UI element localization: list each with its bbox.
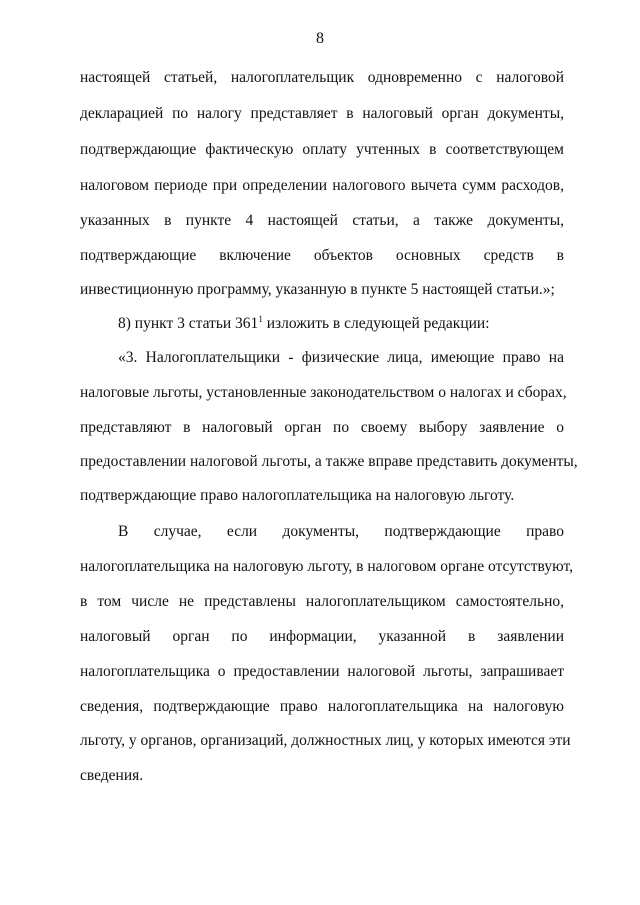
text-line: предоставлении налоговой льготы, а также вправе представить документы, bbox=[80, 453, 578, 470]
page-number: 8 bbox=[316, 30, 324, 47]
text-line: подтверждающие фактическую оплату учтенных в соответствующем bbox=[80, 141, 564, 158]
text-line: налоговом периоде при определении налогового вычета сумм расходов, bbox=[80, 177, 564, 194]
text-line: настоящей статьей, налогоплательщик одновременно с налоговой bbox=[80, 69, 564, 86]
text-line: подтверждающие включение объектов основных средств в bbox=[80, 247, 564, 264]
text-line: указанных в пункте 4 настоящей статьи, а также документы, bbox=[80, 212, 564, 229]
text-line: «3. Налогоплательщики - физические лица, имеющие право на bbox=[118, 349, 564, 366]
text-line: налогоплательщика о предоставлении налоговой льготы, запрашивает bbox=[80, 663, 564, 680]
item-8-text: 8) пункт 3 статьи 361 bbox=[118, 315, 259, 332]
text-line: В случае, если документы, подтверждающие право bbox=[118, 523, 564, 540]
text-line: в том числе не представлены налогоплательщиком самостоятельно, bbox=[80, 593, 564, 610]
superscript: 1 bbox=[258, 313, 263, 324]
text-line: инвестиционную программу, указанную в пункте 5 настоящей статьи.»; bbox=[80, 281, 555, 298]
item-8-text-end: изложить в следующей редакции: bbox=[262, 315, 490, 332]
text-line: декларацией по налогу представляет в налоговый орган документы, bbox=[80, 105, 564, 122]
text-line: сведения, подтверждающие право налогоплательщика на налоговую bbox=[80, 698, 564, 715]
text-line: льготу, у органов, организаций, должностных лиц, у которых имеются эти bbox=[80, 732, 571, 749]
text-line: налоговый орган по информации, указанной в заявлении bbox=[80, 628, 564, 645]
text-line: налоговые льготы, установленные законодательством о налогах и сборах, bbox=[80, 384, 567, 401]
text-line: сведения. bbox=[80, 767, 144, 784]
text-line: представляют в налоговый орган по своему выбору заявление о bbox=[80, 419, 564, 436]
text-line: налогоплательщика на налоговую льготу, в налоговом органе отсутствуют, bbox=[80, 558, 573, 575]
text-line: подтверждающие право налогоплательщика на налоговую льготу. bbox=[80, 487, 515, 504]
text-line-item-8 bbox=[118, 314, 564, 334]
